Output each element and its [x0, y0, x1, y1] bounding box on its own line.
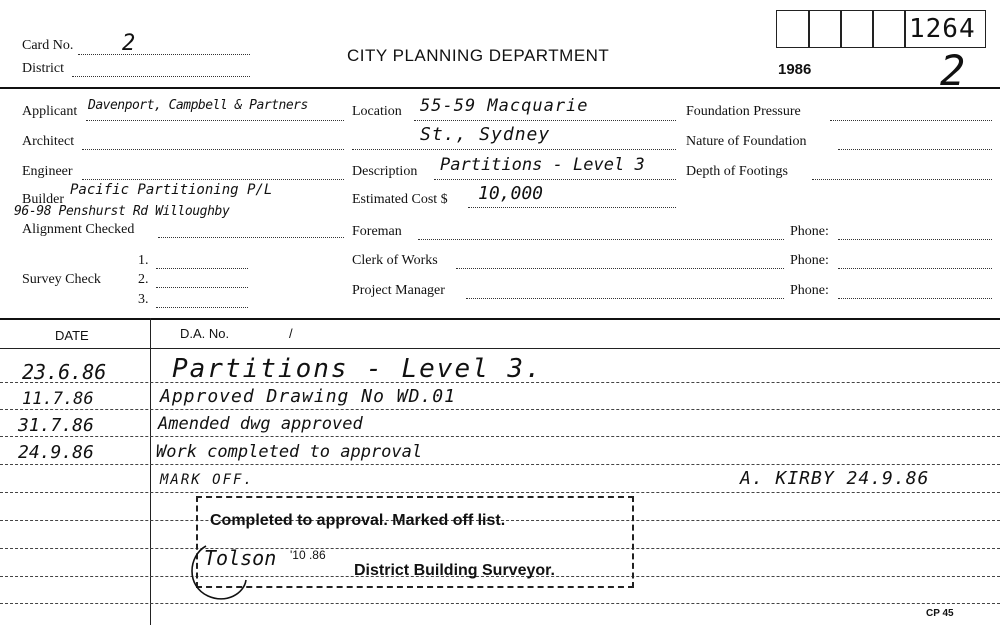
nature-of-foundation-label: Nature of Foundation — [686, 134, 807, 149]
foreman-phone-label: Phone: — [790, 224, 829, 239]
clerk-phone-label: Phone: — [790, 253, 829, 268]
number-box-2 — [808, 10, 842, 48]
applicant-line — [86, 120, 344, 121]
page-number: 2 — [940, 46, 966, 95]
entry-text: Amended dwg approved — [158, 414, 363, 434]
architect-line — [82, 149, 344, 150]
alignment-line — [158, 237, 344, 238]
location-value-1: 55-59 Macquarie — [420, 96, 589, 116]
foreman-line — [418, 239, 784, 240]
number-box-3 — [840, 10, 874, 48]
foreman-label: Foreman — [352, 224, 402, 239]
district-label: District — [22, 61, 64, 76]
architect-label: Architect — [22, 134, 75, 149]
applicant-value: Davenport, Campbell & Partners — [88, 98, 308, 113]
description-value: Partitions - Level 3 — [440, 155, 645, 175]
entry-text: Approved Drawing No WD.01 — [160, 386, 456, 407]
alignment-checked-label: Alignment Checked — [22, 222, 135, 237]
project-manager-line — [466, 298, 784, 299]
number-box-4 — [872, 10, 906, 48]
foundation-pressure-line — [830, 120, 992, 121]
location-label: Location — [352, 104, 402, 119]
entry-date: 31.7.86 — [18, 415, 94, 436]
district-line — [72, 76, 250, 77]
survey-item-2: 2. — [138, 272, 149, 287]
location-line-1 — [414, 120, 676, 121]
entry-text: Partitions - Level 3. — [172, 354, 543, 384]
clerk-of-works-label: Clerk of Works — [352, 253, 438, 268]
project-manager-label: Project Manager — [352, 283, 445, 298]
description-label: Description — [352, 164, 418, 179]
stamp-date-mark: '10 .86 — [290, 548, 326, 562]
entry-date: 11.7.86 — [22, 389, 94, 409]
stamp-initials: Tolson — [204, 546, 277, 570]
log-rule — [0, 436, 1000, 437]
survey-line-3 — [156, 307, 248, 308]
log-rule — [0, 409, 1000, 410]
card-no-label: Card No. — [22, 38, 74, 53]
project-manager-phone-line — [838, 298, 992, 299]
project-manager-phone-label: Phone: — [790, 283, 829, 298]
entry-date: 24.9.86 — [18, 442, 94, 463]
entry-date: 23.6.86 — [22, 360, 107, 384]
log-rule — [0, 492, 1000, 493]
header-divider — [0, 87, 1000, 89]
year-label: 1986 — [778, 61, 812, 78]
stamp-surveyor-text: District Building Surveyor. — [354, 562, 555, 579]
clerk-phone-line — [838, 268, 992, 269]
number-box-1 — [776, 10, 810, 48]
foundation-pressure-label: Foundation Pressure — [686, 104, 801, 119]
foreman-phone-line — [838, 239, 992, 240]
entry-text: Work completed to approval — [156, 442, 423, 462]
da-number-label: D.A. No. — [180, 326, 230, 341]
estimated-cost-value: 10,000 — [478, 183, 544, 204]
builder-label: Builder — [22, 192, 64, 207]
card-no-line — [78, 54, 250, 55]
clerk-line — [456, 268, 784, 269]
estimated-cost-label: Estimated Cost $ — [352, 192, 448, 207]
applicant-label: Applicant — [22, 104, 78, 119]
engineer-line — [82, 179, 344, 180]
card-number: 1264 — [909, 14, 976, 44]
survey-item-1: 1. — [138, 253, 149, 268]
log-rule — [0, 603, 1000, 604]
builder-value-1: Pacific Partitioning P/L — [70, 182, 273, 198]
depth-of-footings-line — [812, 179, 992, 180]
date-column-header: DATE — [55, 328, 89, 343]
engineer-label: Engineer — [22, 164, 73, 179]
page-title: CITY PLANNING DEPARTMENT — [347, 46, 610, 65]
stamp-signature-flourish — [186, 536, 266, 606]
nature-of-foundation-line — [838, 149, 992, 150]
depth-of-footings-label: Depth of Footings — [686, 164, 788, 179]
form-code: CP 45 — [926, 608, 954, 619]
builder-value-2: 96-98 Penshurst Rd Willoughby — [14, 204, 230, 219]
survey-line-2 — [156, 287, 248, 288]
description-line — [434, 179, 676, 180]
estimated-cost-line — [468, 207, 676, 208]
card-no-value: 2 — [122, 31, 136, 56]
survey-check-label: Survey Check — [22, 272, 101, 287]
log-rule — [0, 464, 1000, 465]
date-column-divider — [150, 318, 151, 625]
stamp-completed-text: Completed to approval. Marked off list. — [210, 512, 506, 529]
officer-signature: A. KIRBY 24.9.86 — [740, 468, 930, 489]
survey-item-3: 3. — [138, 292, 149, 307]
survey-line-1 — [156, 268, 248, 269]
da-number-value: / — [289, 326, 293, 341]
mark-off-note: MARK OFF. — [160, 472, 254, 488]
location-line-2 — [352, 149, 676, 150]
location-value-2: St., Sydney — [420, 124, 551, 145]
